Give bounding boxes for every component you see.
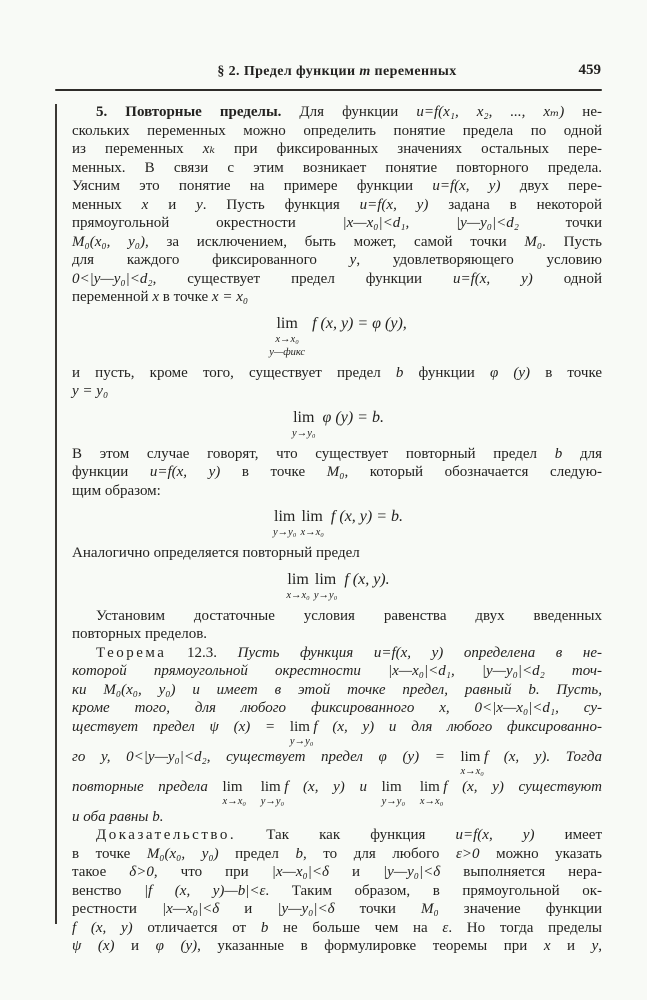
- limit-operator: [382, 780, 405, 808]
- text-segment: в точке: [530, 364, 603, 381]
- lim-word: lim: [289, 718, 310, 735]
- text-segment: Так как функция: [236, 827, 456, 843]
- para-theorem: [72, 644, 602, 827]
- text-segment: |x—x₀|<δ: [271, 864, 329, 880]
- lim-subscript: y→y₀: [381, 795, 406, 807]
- text-segment: не больше чем на: [268, 919, 443, 936]
- text-segment: |x—x₀|<δ: [161, 901, 220, 917]
- text-line: [72, 364, 602, 383]
- text-segment: двух пере-: [500, 178, 602, 194]
- text-segment: . Таким образом, в прямоугольной ок-: [265, 882, 603, 899]
- lim-subscript-2: y—фикс: [269, 346, 306, 358]
- lim-word: lim: [460, 748, 481, 765]
- formula-partial-limit: [72, 315, 602, 359]
- text-segment: ε>0: [455, 845, 480, 862]
- header-rule: [55, 89, 602, 91]
- lim-subscript: y→y₀: [313, 589, 338, 601]
- limit-operator: [290, 720, 313, 748]
- text-line: [72, 140, 602, 159]
- text-segment: b: [260, 919, 269, 936]
- text-segment: ,: [598, 938, 603, 954]
- text-segment: f (x, y) и для любого фиксированно-: [313, 718, 602, 735]
- lim-word: lim: [274, 508, 296, 525]
- text-segment: . Пусть функция: [202, 196, 360, 213]
- page-number: 459: [578, 62, 601, 78]
- text-segment: предел: [218, 845, 296, 862]
- section-title-variable: m: [359, 64, 371, 79]
- text-segment: такое: [72, 864, 130, 880]
- formula-expression: f (x, y).: [344, 570, 390, 588]
- text-line: [72, 662, 602, 681]
- lim-subscript: x→x₀: [275, 333, 299, 345]
- formula-expression: φ (y) = b.: [322, 408, 384, 426]
- text-segment: Уясним это понятие на примере функции: [72, 178, 433, 194]
- formula-repeated-limit-2: [72, 571, 602, 602]
- text-line: [72, 808, 602, 827]
- lim-word: lim: [293, 408, 315, 426]
- limit-operator: [286, 571, 309, 602]
- text-segment: . Пусть: [542, 233, 602, 250]
- text-segment: и пусть, кроме того, существует предел: [72, 364, 396, 381]
- left-margin-rule: [55, 104, 57, 924]
- text-line: [72, 778, 602, 808]
- text-segment: рестности: [72, 901, 162, 917]
- text-segment: f (x, y). Тогда: [483, 748, 602, 765]
- text-line: [72, 177, 602, 196]
- text-segment: выполняется нера-: [440, 864, 602, 880]
- lim-subscript: x→x₀: [419, 795, 444, 807]
- text-segment: . Но тогда пределы: [448, 919, 602, 936]
- text-segment: , за исключением, быть может, самой точки: [144, 233, 525, 250]
- text-segment: при фиксированных значениях остальных пере-: [214, 141, 602, 157]
- text-line: [72, 644, 602, 663]
- text-segment: отличается от: [132, 919, 261, 936]
- text-segment: ки M₀(x₀, y₀) и имеет в этой точке предел, равный b. Пусть,: [72, 681, 602, 698]
- text-segment: которой прямоугольной окрестности |x—x₀|<d₁, |y—y₀|<d₂ точ-: [72, 663, 602, 679]
- limit-operator: [223, 780, 246, 808]
- limit-operator: [420, 780, 443, 808]
- text-line: [72, 826, 602, 845]
- text-segment: |x—x₀|<d₁, |y—y₀|<d₂: [342, 215, 519, 231]
- text-segment: , то для любого: [302, 845, 456, 862]
- limit-operator: [292, 409, 315, 440]
- text-segment: u=f(x, y): [359, 196, 429, 213]
- text-segment: , указанные в формулировке теоремы при: [197, 938, 544, 954]
- text-segment: u=f(x, y): [455, 827, 535, 843]
- lim-subscript: y→y₀: [272, 527, 297, 538]
- text-segment: , существует предел функции: [152, 270, 453, 287]
- text-segment: в точке: [159, 289, 212, 305]
- text-segment: 12.3.: [166, 644, 238, 661]
- text-segment: φ (y): [489, 364, 531, 381]
- text-segment: из переменных: [72, 141, 203, 157]
- text-segment: ψ (x): [72, 938, 115, 954]
- lim-word: lim: [381, 778, 402, 795]
- text-segment: точки: [334, 901, 421, 917]
- para-analogous: [72, 544, 602, 563]
- text-line: [72, 937, 602, 956]
- text-segment: ществует предел ψ (x) =: [72, 718, 290, 735]
- text-line: [72, 900, 602, 919]
- text-segment: менных: [72, 196, 142, 213]
- para-outer-limit-intro: [72, 364, 602, 401]
- text-segment: и: [114, 938, 156, 954]
- text-segment: , что при: [153, 864, 272, 880]
- text-segment: 0<|y—y₀|<d₂: [72, 270, 153, 287]
- text-segment: скольких переменных можно определить понятие предела по одной: [72, 122, 602, 139]
- text-segment: xₖ: [202, 141, 215, 157]
- text-segment: для: [562, 445, 602, 462]
- text-segment: Доказательство.: [96, 827, 237, 843]
- text-segment: в точке: [72, 845, 147, 862]
- text-segment: ε: [442, 919, 449, 936]
- text-segment: в точке: [220, 464, 327, 480]
- para-intro: [72, 103, 602, 307]
- text-line: [72, 445, 602, 464]
- limit-operator: [269, 315, 305, 359]
- lim-subscript: y→y₀: [289, 735, 314, 747]
- lim-word: lim: [314, 570, 337, 588]
- text-line: [72, 544, 602, 563]
- section-title-pre: § 2. Предел функции: [217, 64, 360, 79]
- text-segment: |f (x, y)—b|<ε: [143, 882, 266, 899]
- text-segment: M₀: [421, 901, 439, 917]
- text-segment: |y—y₀|<δ: [383, 864, 441, 880]
- text-line: [72, 919, 602, 938]
- text-segment: f (x, y) и: [284, 778, 382, 795]
- text-line: [72, 103, 602, 122]
- text-segment: u=f(x₁, x₂, ..., xₘ): [416, 104, 565, 120]
- text-segment: Аналогично определяется повторный предел: [72, 545, 360, 561]
- text-segment: M₀(x₀, y₀): [146, 845, 219, 862]
- text-segment: Установим достаточные условия равенства двух введенных: [96, 607, 602, 624]
- text-segment: можно указать: [479, 845, 602, 862]
- text-line: [72, 863, 602, 882]
- lim-word: lim: [419, 778, 440, 795]
- lim-subscript: x→x₀: [300, 527, 324, 538]
- text-segment: и: [550, 938, 592, 954]
- lim-word: lim: [287, 570, 309, 588]
- text-segment: функции: [403, 364, 490, 381]
- text-line: [72, 845, 602, 864]
- para-proof: [72, 826, 602, 956]
- text-segment: и: [328, 864, 384, 880]
- text-segment: прямоугольной окрестности: [72, 215, 343, 231]
- text-segment: Теорема: [96, 644, 167, 661]
- text-segment: Для функции: [281, 104, 417, 120]
- text-segment: имеет: [534, 827, 602, 843]
- formula-outer-limit: [72, 409, 602, 440]
- text-segment: x = x₀: [211, 289, 249, 305]
- limit-operator: [261, 780, 284, 808]
- text-segment: одной: [532, 270, 602, 287]
- text-segment: не-: [564, 104, 602, 120]
- formula-repeated-limit-1: [72, 508, 602, 539]
- section-header: [72, 64, 602, 80]
- text-line: [72, 748, 602, 778]
- text-segment: u=f(x, y): [432, 178, 501, 194]
- text-segment: переменной: [72, 289, 153, 305]
- text-line: [72, 159, 602, 178]
- text-segment: u=f(x, y): [149, 464, 221, 480]
- text-line: [72, 699, 602, 718]
- text-segment: го y, 0<|y—y₀|<d₂, существует предел φ (y) =: [72, 748, 461, 765]
- text-segment: задана в некоторой: [428, 196, 602, 213]
- lim-word: lim: [222, 778, 243, 795]
- lim-subscript: y→y₀: [260, 795, 285, 807]
- text-segment: φ (y): [155, 938, 198, 954]
- text-segment: и оба равны b.: [72, 808, 164, 825]
- para-repeated-limit-def: [72, 445, 602, 501]
- text-segment: [246, 779, 261, 795]
- lim-subscript: x→x₀: [460, 765, 484, 777]
- formula-expression: f (x, y) = φ (y),: [312, 314, 407, 332]
- limit-operator: [273, 508, 296, 539]
- text-segment: и: [219, 901, 278, 917]
- text-line: [72, 482, 602, 501]
- text-segment: b: [295, 845, 303, 862]
- text-line: [72, 122, 602, 141]
- text-segment: b: [554, 445, 563, 462]
- limit-operator: [300, 508, 323, 539]
- text-segment: 5. Повторные пределы.: [96, 104, 282, 120]
- text-line: [72, 718, 602, 748]
- text-segment: функции: [72, 464, 150, 480]
- page-body: [72, 103, 602, 956]
- text-line: [72, 463, 602, 482]
- text-segment: венство: [72, 882, 144, 899]
- lim-subscript: x→x₀: [286, 589, 310, 601]
- text-segment: u=f(x, y): [452, 270, 533, 287]
- text-segment: y: [591, 938, 599, 954]
- lim-subscript: x→x₀: [222, 795, 247, 807]
- text-segment: M₀: [326, 464, 345, 480]
- text-segment: x: [543, 938, 551, 954]
- text-segment: Пусть функция u=f(x, y) определена в не-: [237, 644, 602, 661]
- text-segment: y = y₀: [72, 383, 109, 399]
- text-segment: M₀(x₀, y₀): [72, 233, 145, 250]
- text-segment: и: [148, 196, 197, 213]
- text-segment: [405, 779, 420, 795]
- text-line: [72, 625, 602, 644]
- text-segment: кроме того, для любого фиксированного x, 0<|x—x₀|<d₁, су-: [72, 700, 602, 716]
- text-segment: y: [349, 252, 357, 268]
- text-line: [72, 607, 602, 626]
- text-segment: f (x, y) существуют: [443, 778, 602, 795]
- text-segment: f (x, y): [72, 919, 133, 936]
- text-segment: , который обозначается следую-: [344, 464, 602, 480]
- lim-word: lim: [276, 314, 298, 332]
- text-line: [72, 882, 602, 901]
- text-segment: x: [152, 289, 159, 305]
- text-segment: δ>0: [129, 864, 154, 880]
- text-segment: повторные предела: [72, 778, 223, 795]
- text-segment: M₀: [524, 233, 543, 250]
- lim-word: lim: [301, 508, 323, 525]
- text-segment: В этом случае говорят, что существует повторный предел: [72, 445, 555, 462]
- text-segment: b: [395, 364, 404, 381]
- text-line: [72, 681, 602, 700]
- text-segment: щим образом:: [72, 482, 161, 499]
- text-segment: |y—y₀|<δ: [277, 901, 335, 917]
- text-segment: x: [141, 196, 149, 213]
- text-line: [72, 196, 602, 215]
- formula-expression: f (x, y) = b.: [330, 508, 404, 525]
- lim-subscript: y→y₀: [292, 427, 316, 439]
- lim-word: lim: [260, 778, 281, 795]
- text-segment: менных. В связи с этим возникает понятие повторного предела.: [72, 159, 602, 176]
- text-line: [72, 382, 602, 401]
- text-segment: значение функции: [438, 901, 603, 917]
- text-line: [72, 288, 602, 307]
- text-line: [72, 233, 602, 252]
- text-line: [72, 214, 602, 233]
- section-title-post: переменных: [370, 64, 457, 79]
- limit-operator: [314, 571, 337, 602]
- text-line: [72, 251, 602, 270]
- text-segment: точки: [518, 215, 603, 231]
- text-segment: повторных пределов.: [72, 626, 208, 642]
- text-segment: для каждого фиксированного: [72, 252, 350, 268]
- text-segment: y: [196, 196, 203, 213]
- text-segment: , удовлетворяющего условию: [356, 252, 602, 268]
- para-conditions: [72, 607, 602, 644]
- limit-operator: [460, 750, 483, 778]
- text-line: [72, 270, 602, 289]
